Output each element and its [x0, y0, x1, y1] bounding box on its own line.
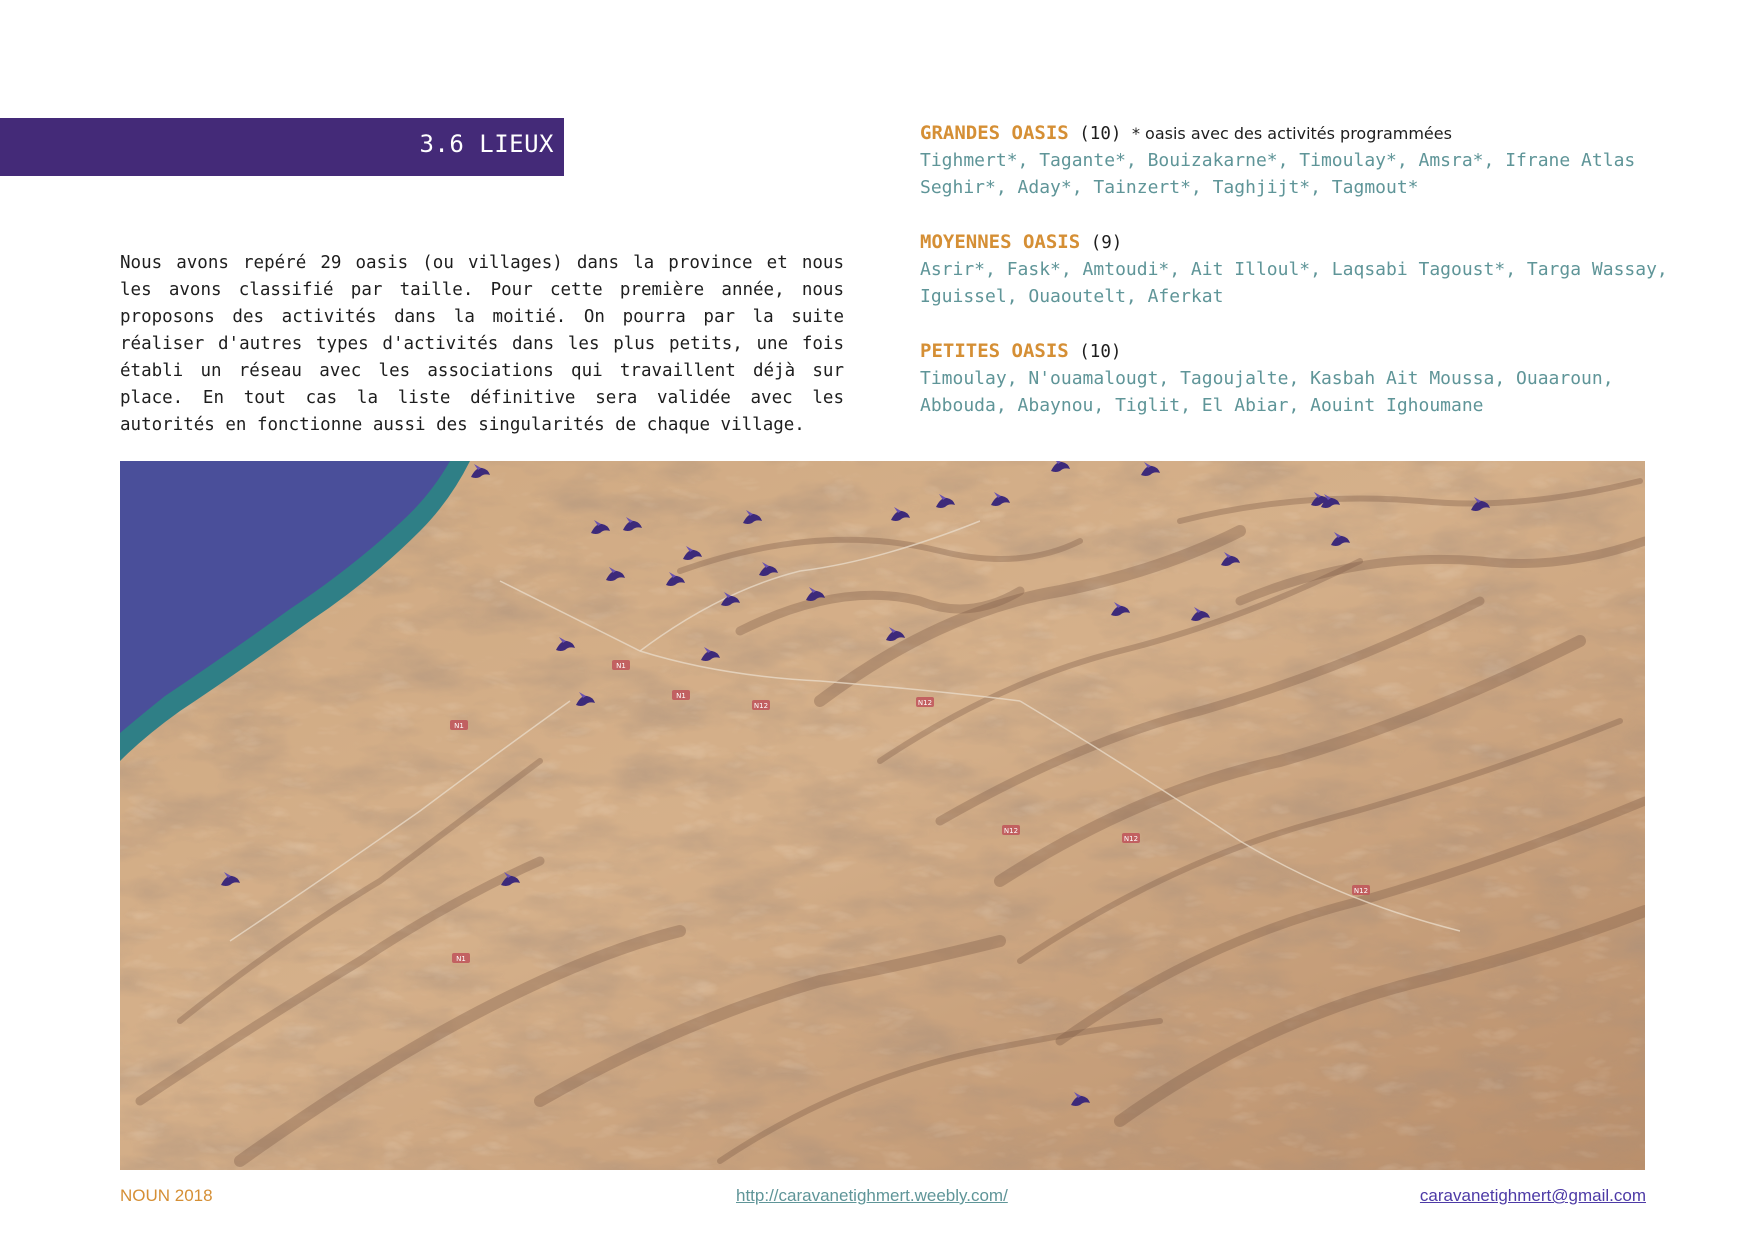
road-label	[1122, 833, 1140, 843]
svg-text:N1: N1	[454, 722, 464, 730]
category-name: MOYENNES OASIS	[920, 231, 1081, 253]
footer-brand: NOUN 2018	[120, 1186, 213, 1205]
category-list: Asrir*, Fask*, Amtoudi*, Ait Illoul*, Laqsabi Tagoust*, Targa Wassay, Iguissel, Ouaoutelt, Aferkat	[920, 259, 1668, 307]
footer-website-link[interactable]: http://caravanetighmert.weebly.com/	[736, 1186, 1008, 1205]
road-label	[752, 700, 770, 710]
road-label	[672, 690, 690, 700]
svg-text:N1: N1	[616, 662, 626, 670]
road-label	[452, 953, 470, 963]
svg-text:N12: N12	[917, 699, 933, 707]
category-count: (10)	[1079, 342, 1122, 362]
category-name: GRANDES OASIS	[920, 122, 1069, 144]
map-canvas	[120, 461, 1645, 1170]
category-note: * oasis avec des activités programmées	[1131, 124, 1452, 143]
svg-text:N12: N12	[1353, 887, 1369, 895]
category-name: PETITES OASIS	[920, 340, 1069, 362]
category-moyennes-oasis	[920, 229, 1700, 310]
section-title-band	[0, 118, 564, 176]
svg-text:N1: N1	[676, 692, 686, 700]
svg-text:N12: N12	[753, 702, 769, 710]
category-grandes-oasis	[920, 120, 1700, 201]
road-label	[1352, 885, 1370, 895]
road-label	[916, 697, 934, 707]
category-count: (10)	[1079, 124, 1122, 144]
svg-text:N12: N12	[1123, 835, 1139, 843]
svg-text:N1: N1	[456, 955, 466, 963]
road-label	[1002, 825, 1020, 835]
intro-paragraph: Nous avons repéré 29 oasis (ou villages) dans la province et nous les avons classifié par taille. Pour cette première année, nous proposons des activités dans la moitié. On pourra par la suite réaliser d'autres types d'activités dans les plus petits, une fois établi un réseau avec les associations qui travaillent déjà sur place. En tout cas la liste définitive sera validée avec les autorités en fonctionne aussi des singularités de chaque village.	[120, 252, 844, 435]
category-petites-oasis	[920, 338, 1700, 419]
category-list: Timoulay, N'ouamalougt, Tagoujalte, Kasbah Ait Moussa, Ouaaroun, Abbouda, Abaynou, Tiglit, El Abiar, Aouint Ighoumane	[920, 368, 1614, 416]
road-label	[612, 660, 630, 670]
section-title: 3.6 LIEUX	[419, 130, 554, 158]
satellite-map	[120, 461, 1645, 1170]
svg-text:N12: N12	[1003, 827, 1019, 835]
category-list: Tighmert*, Tagante*, Bouizakarne*, Timoulay*, Amsra*, Ifrane Atlas Seghir*, Aday*, Tainzert*, Taghjijt*, Tagmout*	[920, 150, 1636, 198]
footer-email-link[interactable]: caravanetighmert@gmail.com	[1419, 1186, 1646, 1205]
road-label	[450, 720, 468, 730]
category-count: (9)	[1090, 233, 1123, 253]
